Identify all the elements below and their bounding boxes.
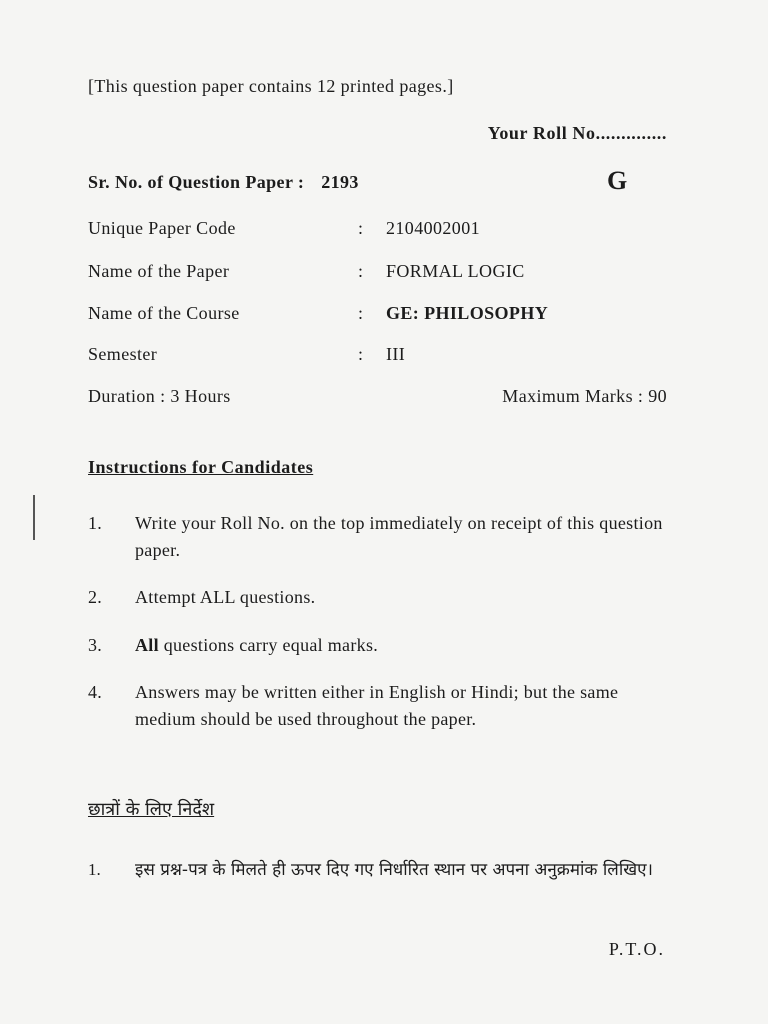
colon: : [358,218,364,238]
instruction-item [88,679,678,733]
colon: : [358,261,364,281]
instruction-text-rest: questions carry equal marks. [158,635,379,655]
roll-number-field: Your Roll No.............. [487,123,667,143]
colon: : [358,344,364,364]
unique-code-label: Unique Paper Code [88,218,236,238]
pto-label: P.T.O. [608,939,665,959]
semester-label: Semester [88,344,158,364]
paper-name-row [88,261,525,282]
course-name-label: Name of the Course [88,303,240,323]
instruction-emphasis: All [135,635,159,655]
instruction-number: 1. [88,513,103,533]
maximum-marks: Maximum Marks : 90 [502,386,667,406]
instruction-item [88,584,678,611]
sr-no-row [88,172,359,193]
hindi-instruction-item [88,855,678,885]
hindi-instruction-text: इस प्रश्न-पत्र के मिलते ही ऊपर दिए गए निर्धारित स्थान पर अपना अनुक्रमांक लिखिए। [135,860,653,880]
instruction-text [135,632,678,659]
instruction-text: Attempt ALL questions. [135,587,316,607]
instruction-item [88,510,678,564]
hindi-instructions-title: छात्रों के लिए निर्देश [88,799,215,820]
instruction-number: 3. [88,635,103,655]
duration: Duration : 3 Hours [88,386,231,406]
instruction-text: Write your Roll No. on the top immediately on receipt of this question paper. [135,513,663,560]
course-name-value: GE: PHILOSOPHY [386,303,549,323]
paper-name-value: FORMAL LOGIC [386,261,525,281]
course-name-row [88,303,548,324]
semester-value: III [386,344,406,364]
semester-row [88,344,405,365]
sr-no-label: Sr. No. of Question Paper : [88,172,305,192]
instruction-item [88,632,678,659]
hindi-instruction-number: 1. [88,860,101,879]
colon: : [358,303,364,323]
instruction-text: Answers may be written either in English or Hindi; but the same medium should be used throughout the paper. [135,682,619,729]
instructions-title: Instructions for Candidates [88,457,314,477]
instruction-number: 2. [88,587,103,607]
sr-no-value: 2193 [321,172,359,192]
printed-pages-note: [This question paper contains 12 printed pages.] [88,76,454,96]
paper-name-label: Name of the Paper [88,261,230,281]
margin-mark [33,495,35,540]
set-letter: G [607,166,628,195]
unique-code-value: 2104002001 [386,218,480,238]
instruction-number: 4. [88,682,103,702]
unique-code-row [88,218,480,239]
